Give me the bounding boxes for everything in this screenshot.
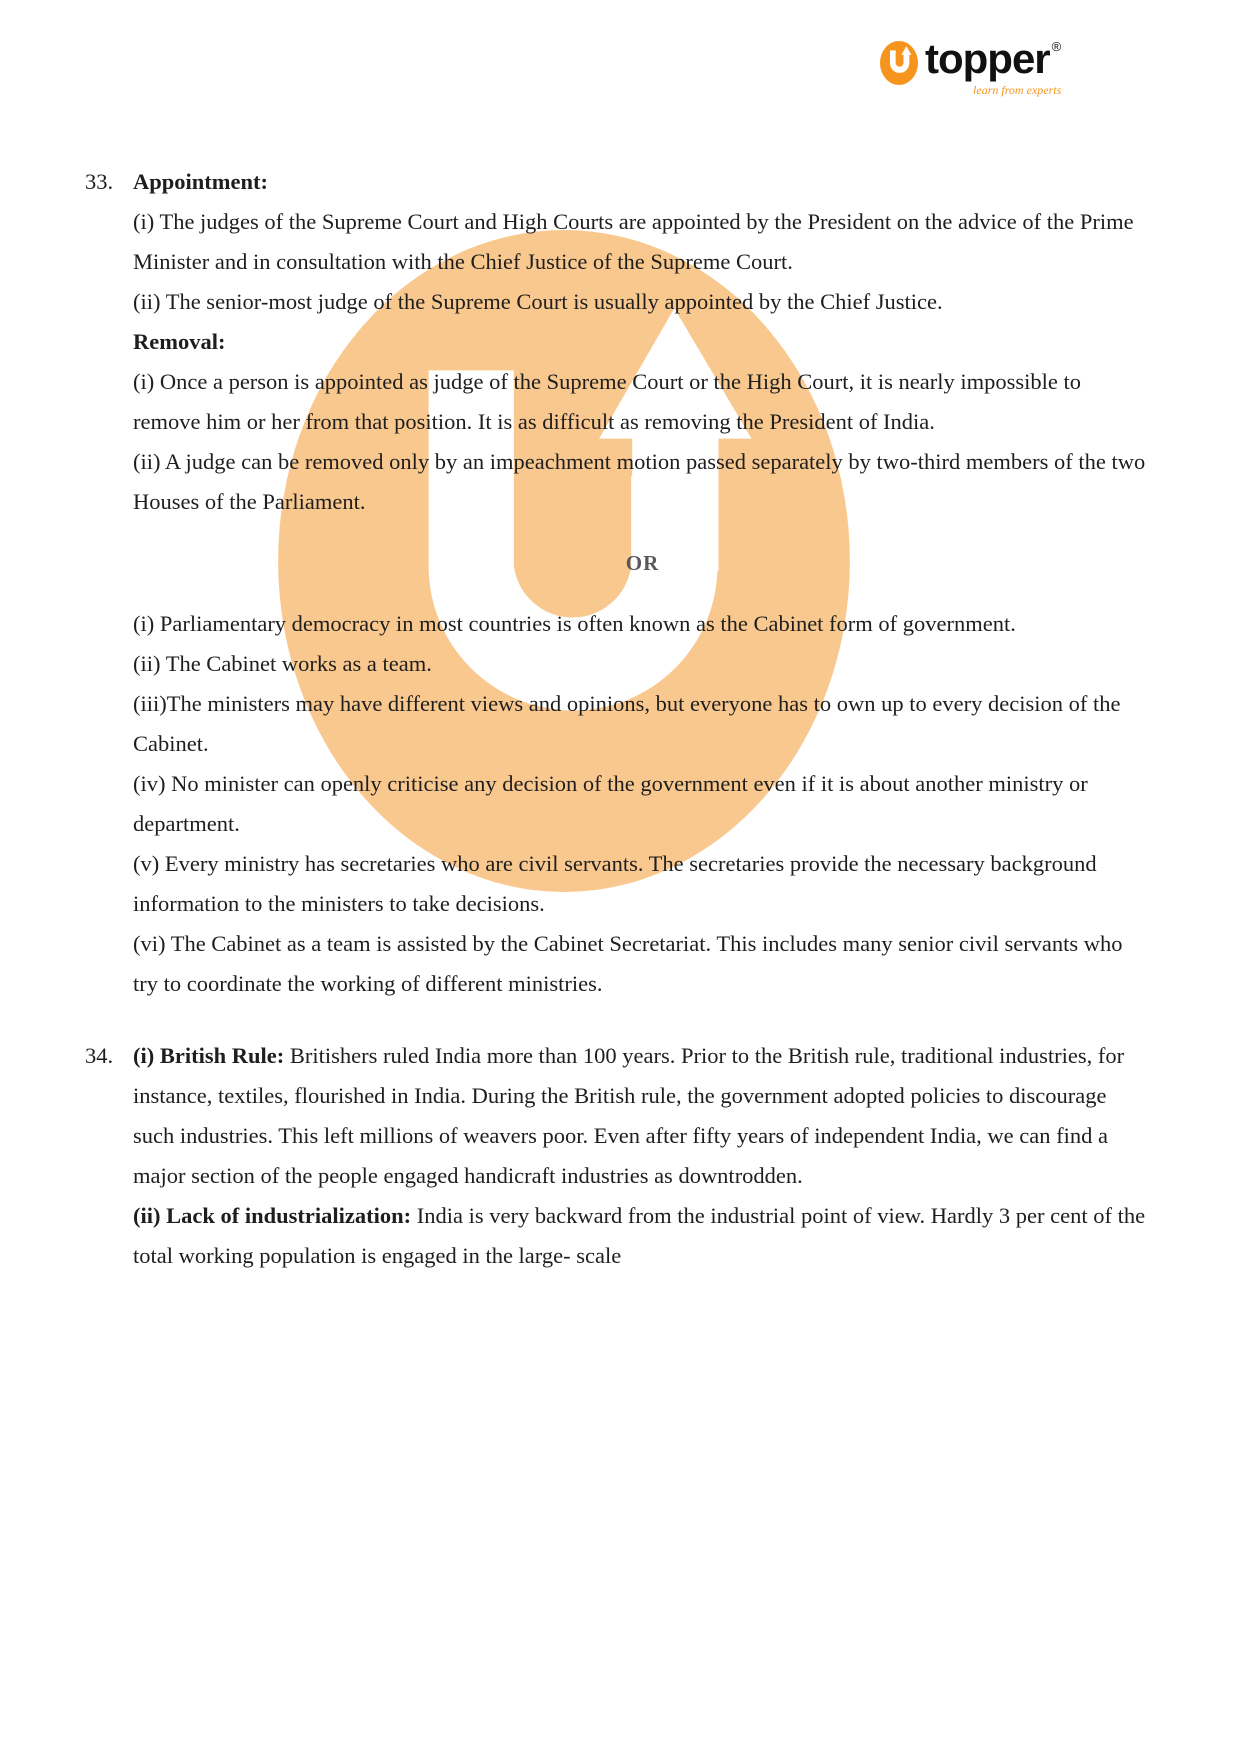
question-34-number: 34. [85,1043,114,1068]
alt-point-1: (i) Parliamentary democracy in most countries is often known as the Cabinet form of government. [133,611,1016,636]
industrialization-lead: (ii) Lack of industrialization: [133,1203,412,1228]
appointment-point-1: (i) The judges of the Supreme Court and High Courts are appointed by the President on the advice of the Prime Minister and in consultation with the Chief Justice of the Supreme Court. [133,209,1134,274]
removal-point-2: (ii) A judge can be removed only by an impeachment motion passed separately by two-third members of the two Houses of the Parliament. [133,449,1146,514]
alt-point-6: (vi) The Cabinet as a team is assisted by the Cabinet Secretariat. This includes many senior civil servants who try to coordinate the working of different ministries. [133,931,1123,996]
brand-text [925,35,1062,97]
alt-point-5: (v) Every ministry has secretaries who are civil servants. The secretaries provide the necessary background information to the ministers to take decisions. [133,851,1097,916]
answer-33-body [133,162,1152,1004]
industrialization-point [133,1196,1152,1276]
removal-point-1: (i) Once a person is appointed as judge of the Supreme Court or the High Court, it is nearly impossible to remove him or her from that position. It is as difficult as removing the President of India. [133,369,1081,434]
alt-point-2: (ii) The Cabinet works as a team. [133,651,432,676]
appointment-heading [133,162,1152,202]
industrialization-text: India is very backward from the industrial point of view. Hardly 3 per cent of the total working population is engaged in the large- scale [133,1203,1146,1268]
british-rule-lead: (i) British Rule: [133,1043,285,1068]
or-separator: OR [625,551,660,575]
british-rule-point [133,1036,1152,1196]
answer-33 [85,162,1152,1004]
brand-name: topper [925,35,1050,82]
utopper-logo-icon [880,38,918,85]
removal-heading-text: Removal: [133,329,226,354]
answer-34-body [133,1036,1152,1276]
appointment-point-2: (ii) The senior-most judge of the Supreme Court is usually appointed by the Chief Justice. [133,289,943,314]
alt-point-3: (iii)The ministers may have different views and opinions, but everyone has to own up to every decision of the Cabinet. [133,691,1121,756]
removal-heading [133,322,1152,362]
appointment-heading-text: Appointment: [133,169,269,194]
british-rule-text: Britishers ruled India more than 100 years. Prior to the British rule, traditional industries, for instance, textiles, flourished in India. During the British rule, the government adopted policies to discourage such industries. This left millions of weavers poor. Even after fifty years of independent India, we can find a major section of the people engaged handicraft industries as downtrodden. [133,1043,1125,1188]
answer-34 [85,1036,1152,1276]
brand-tagline: learn from experts [973,83,1062,97]
question-33-number: 33. [85,169,114,194]
brand-logo [880,35,1062,97]
registered-mark: ® [1051,39,1062,54]
alt-point-4: (iv) No minister can openly criticise any decision of the government even if it is about another ministry or department. [133,771,1088,836]
